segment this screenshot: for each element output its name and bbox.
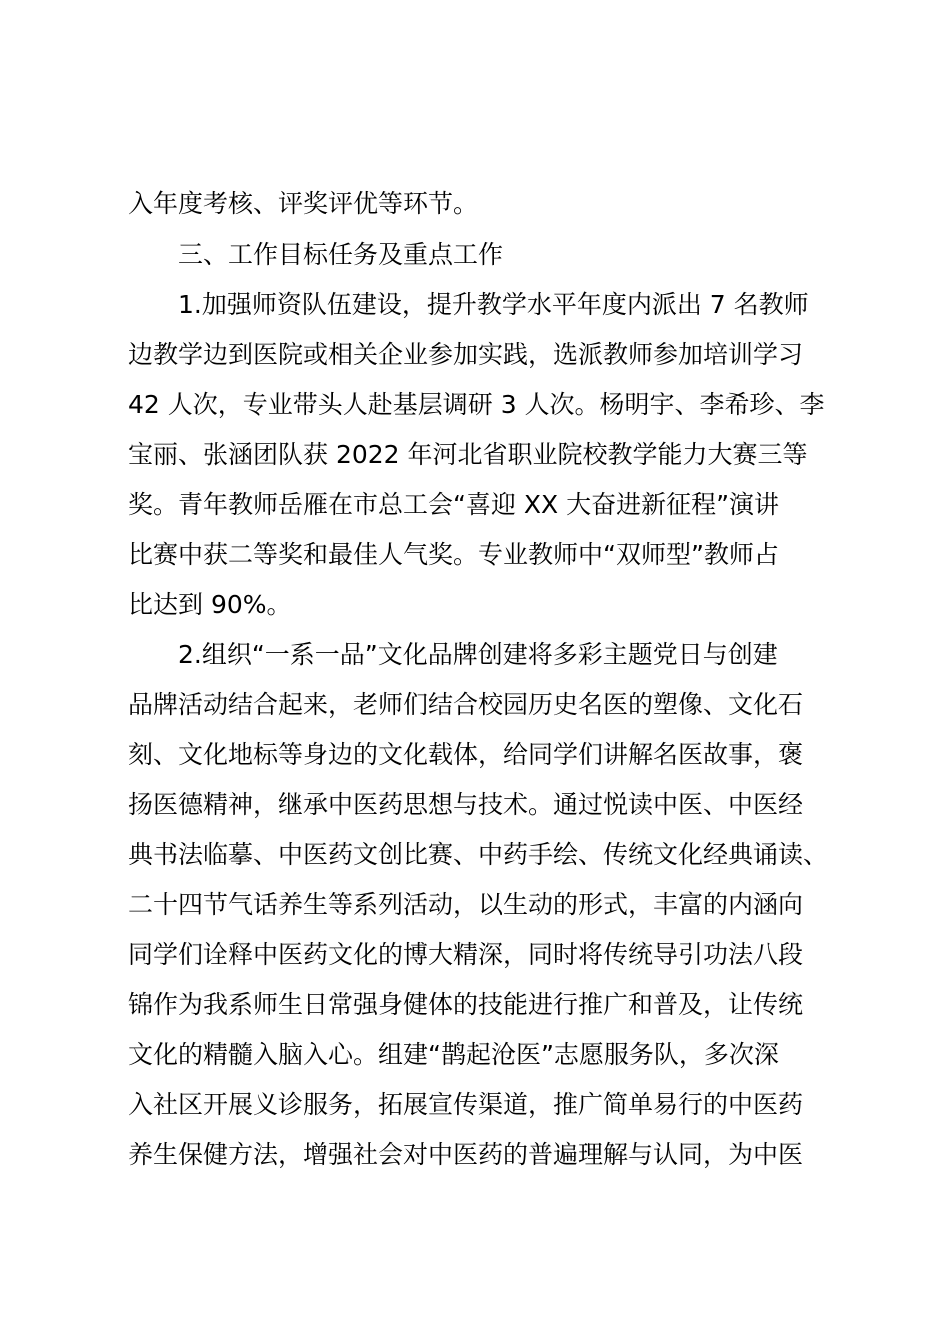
text-line-continuation: 入年度考核、评奖评优等环节。 <box>128 189 479 218</box>
paragraph-1-line: 比达到 90%。 <box>128 590 292 619</box>
paragraph-1-line: 比赛中获二等奖和最佳人气奖。专业教师中“双师型”教师占 <box>128 540 779 569</box>
paragraph-2-line: 文化的精髓入脑入心。组建“鹊起沧医”志愿服务队，多次深 <box>128 1040 779 1069</box>
paragraph-2-line: 2.组织“一系一品”文化品牌创建将多彩主题党日与创建 <box>178 640 778 669</box>
paragraph-1-line: 边教学边到医院或相关企业参加实践，选派教师参加培训学习 <box>128 340 804 369</box>
paragraph-1-line: 42 人次，专业带头人赴基层调研 3 人次。杨明宇、李希珍、李 <box>128 390 825 419</box>
paragraph-2-line: 同学们诠释中医药文化的博大精深，同时将传统导引功法八段 <box>128 940 804 969</box>
paragraph-2-line: 典书法临摹、中医药文创比赛、中药手绘、传统文化经典诵读、 <box>128 840 829 869</box>
paragraph-2-line: 入社区开展义诊服务，拓展宣传渠道，推广简单易行的中医药 <box>128 1090 804 1119</box>
paragraph-2-line: 养生保健方法，增强社会对中医药的普遍理解与认同，为中医 <box>128 1140 804 1169</box>
paragraph-2-line: 扬医德精神，继承中医药思想与技术。通过悦读中医、中医经 <box>128 790 804 819</box>
section-heading: 三、工作目标任务及重点工作 <box>178 240 504 269</box>
paragraph-2-line: 二十四节气话养生等系列活动，以生动的形式，丰富的内涵向 <box>128 890 804 919</box>
paragraph-1-line: 宝丽、张涵团队获 2022 年河北省职业院校教学能力大赛三等 <box>128 440 808 469</box>
paragraph-2-line: 品牌活动结合起来，老师们结合校园历史名医的塑像、文化石 <box>128 690 804 719</box>
paragraph-2-line: 锦作为我系师生日常强身健体的技能进行推广和普及，让传统 <box>128 990 804 1019</box>
paragraph-2-line: 刻、文化地标等身边的文化载体，给同学们讲解名医故事，褒 <box>128 740 804 769</box>
paragraph-1-line: 1.加强师资队伍建设，提升教学水平年度内派出 7 名教师 <box>178 290 809 319</box>
paragraph-1-line: 奖。青年教师岳雁在市总工会“喜迎 XX 大奋进新征程”演讲 <box>128 490 780 519</box>
